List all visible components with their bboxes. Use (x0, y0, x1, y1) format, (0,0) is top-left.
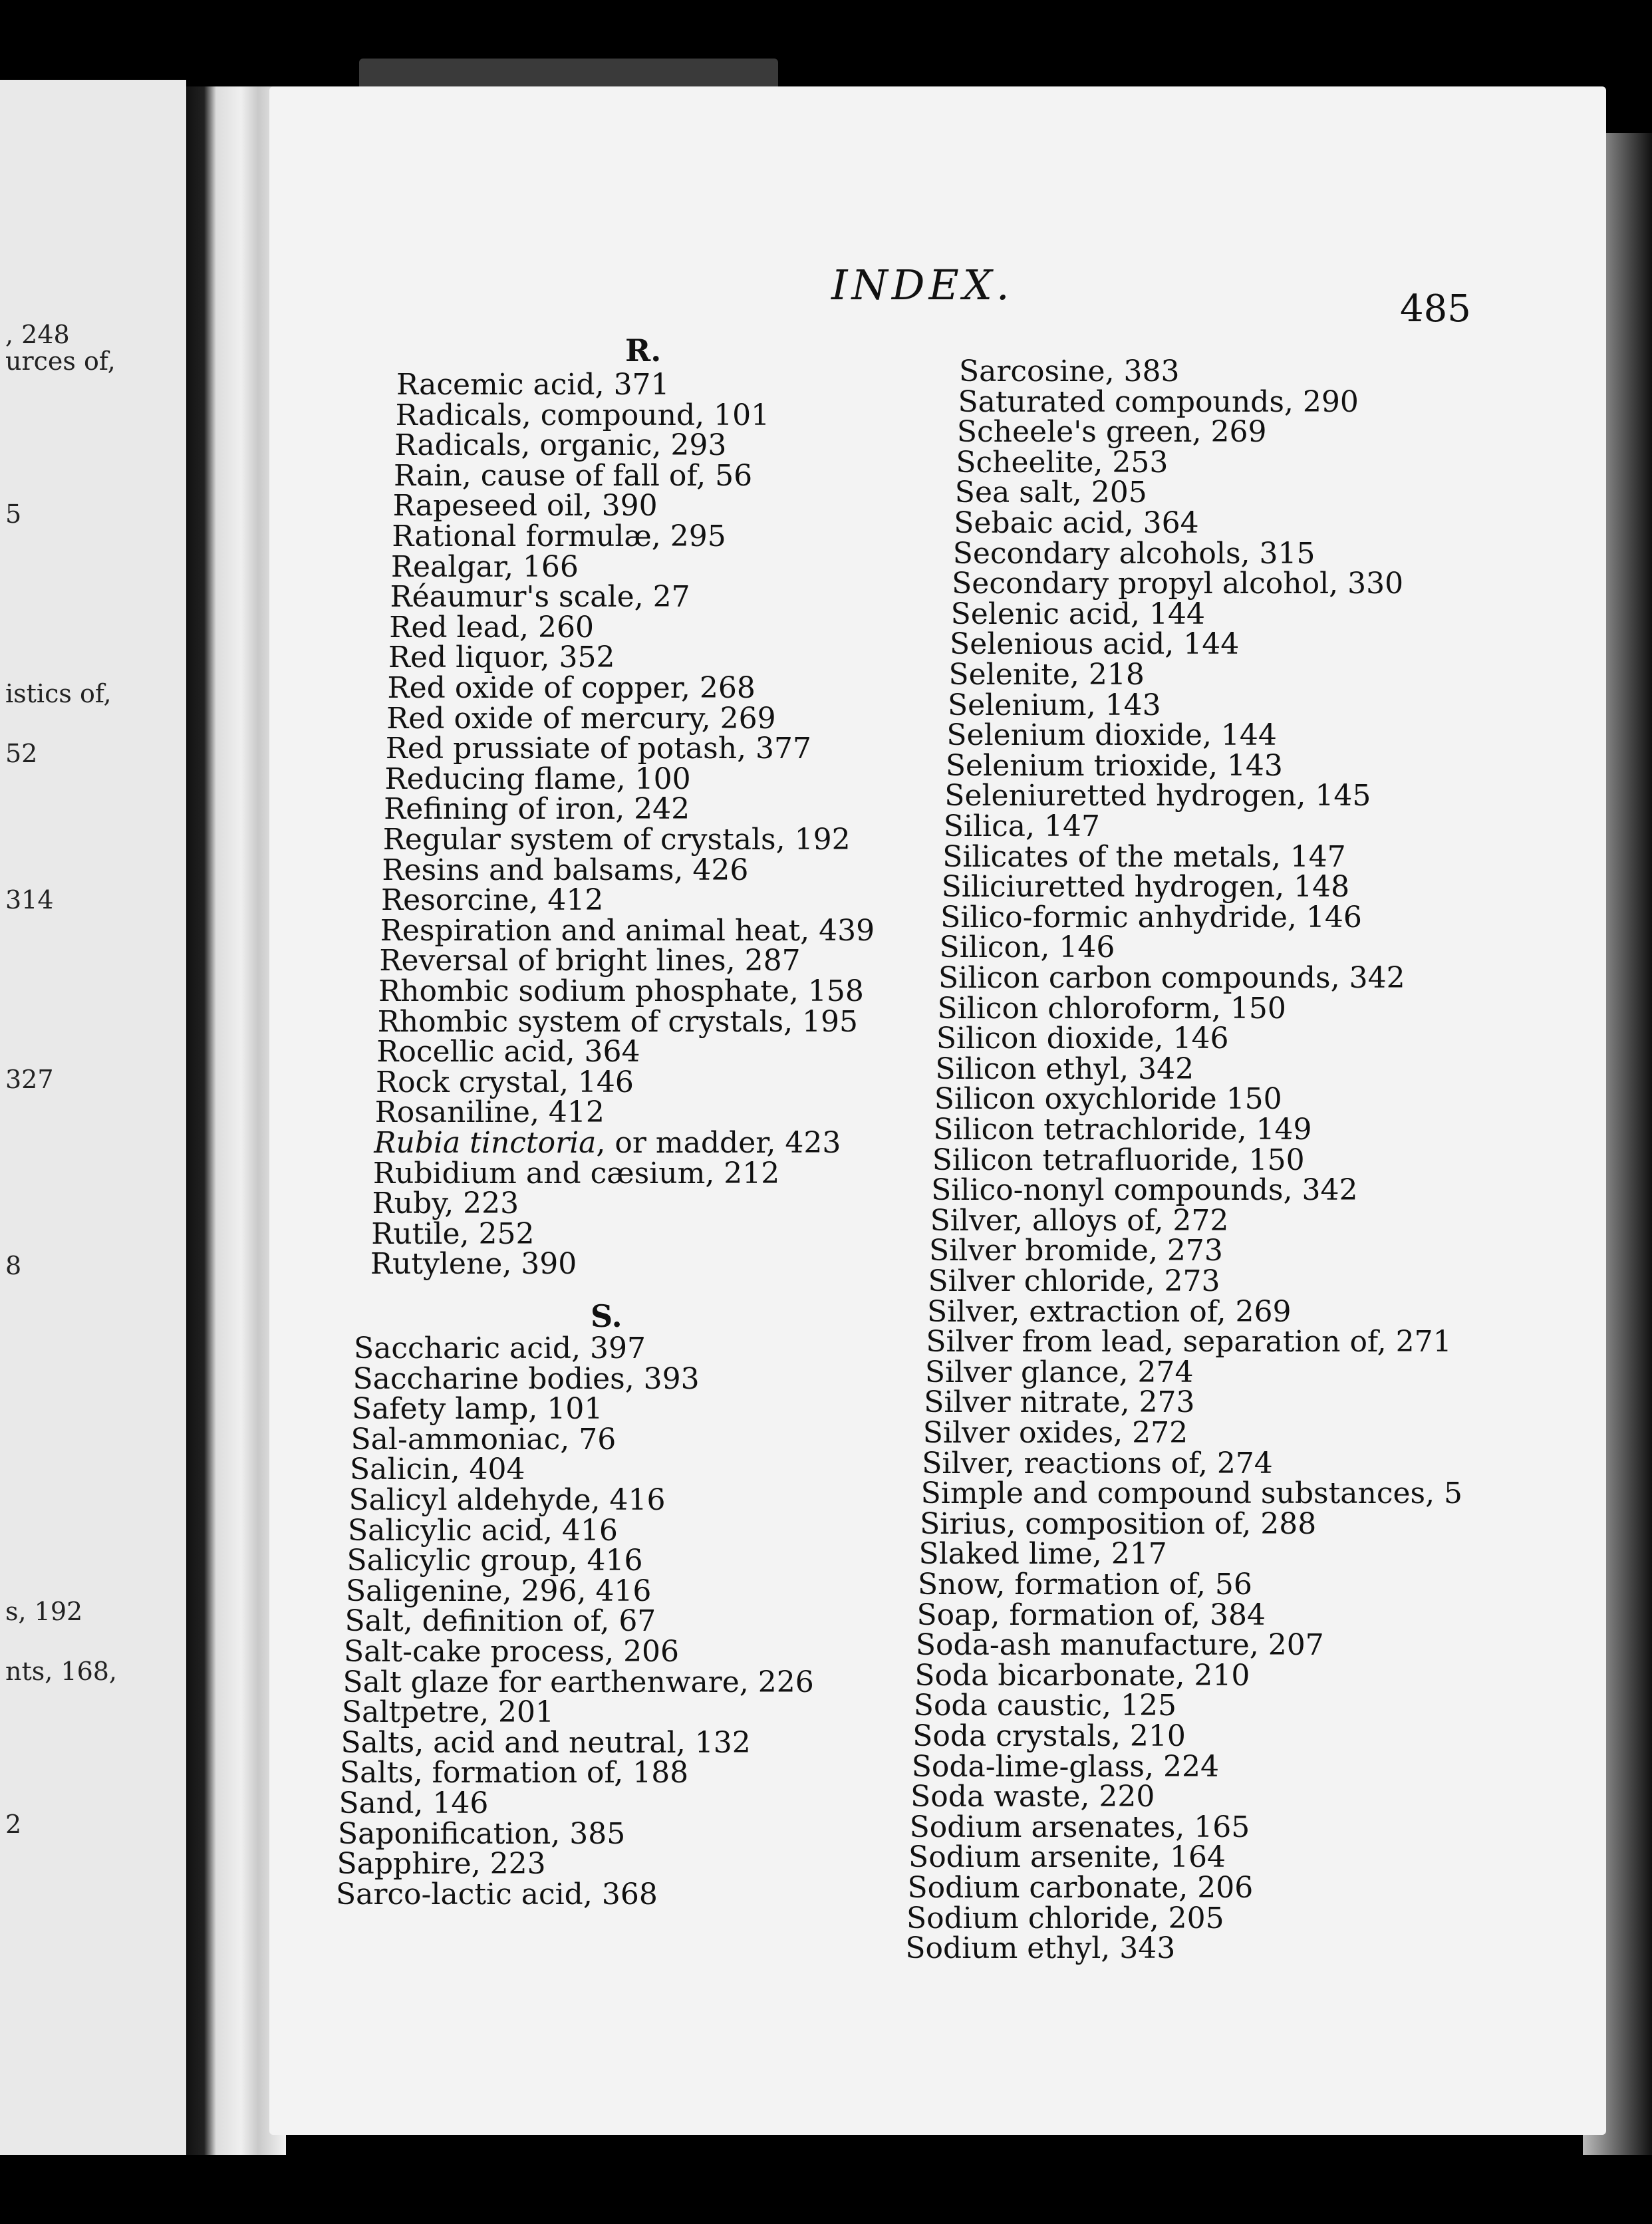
index-entry: Rosaniline, 412 (374, 1095, 605, 1130)
index-entry: Salicyl aldehyde, 416 (348, 1483, 666, 1517)
left-page-fragment: urces of, (5, 347, 116, 376)
index-entry: Sapphire, 223 (337, 1847, 546, 1881)
index-entry: Sodium arsenates, 165 (909, 1810, 1250, 1844)
index-entry: Red prussiate of potash, 377 (385, 732, 812, 766)
index-entry: Silicon chloroform, 150 (937, 991, 1286, 1026)
index-entry: Soap, formation of, 384 (916, 1598, 1266, 1632)
index-entry: Selenium, 143 (947, 688, 1161, 722)
index-entry: Selenium dioxide, 144 (946, 718, 1277, 753)
index-entry: Silicon, 146 (939, 930, 1115, 965)
index-entry: Siliciuretted hydrogen, 148 (941, 870, 1350, 904)
index-entry: Silico-nonyl compounds, 342 (931, 1173, 1358, 1208)
index-entry: Silicates of the metals, 147 (942, 839, 1346, 874)
index-entry: Resorcine, 412 (381, 883, 604, 918)
index-entry: Rhombic sodium phosphate, 158 (378, 974, 864, 1008)
index-entry: Refining of iron, 242 (384, 792, 690, 827)
index-entry: Sarcosine, 383 (959, 354, 1180, 388)
scan-border (0, 2155, 1652, 2224)
page-number: 485 (1400, 287, 1471, 331)
index-entry: Realgar, 166 (390, 549, 579, 584)
section-letter-r: R. (625, 333, 662, 368)
left-page-fragment: s, 192 (5, 1597, 83, 1626)
index-entry: Silicon oxychloride 150 (934, 1082, 1282, 1117)
index-entry: Radicals, organic, 293 (394, 428, 727, 463)
index-entry: Regular system of crystals, 192 (382, 823, 851, 857)
index-entry: Rutylene, 390 (370, 1247, 577, 1282)
index-entry: Selenious acid, 144 (950, 627, 1240, 662)
index-entry: Snow, formation of, 56 (918, 1568, 1252, 1601)
index-entry: Sand, 146 (339, 1786, 489, 1820)
index-entry: Salicylic acid, 416 (348, 1513, 618, 1548)
index-entry: Red oxide of copper, 268 (387, 671, 756, 705)
index-entry: Soda-lime-glass, 224 (911, 1749, 1219, 1784)
index-entry: Selenium trioxide, 143 (945, 748, 1283, 783)
left-page-fragment: 8 (5, 1251, 22, 1280)
left-page-fragment: 5 (5, 499, 22, 529)
index-entry: Radicals, compound, 101 (395, 398, 770, 432)
index-entry: Soda crystals, 210 (912, 1719, 1186, 1753)
left-page-fragment: 314 (5, 885, 54, 914)
index-entry: Rutile, 252 (371, 1216, 535, 1251)
left-page-fragment: nts, 168, (5, 1657, 118, 1686)
index-entry: Rock crystal, 146 (375, 1065, 634, 1099)
index-entry: Silver bromide, 273 (929, 1234, 1223, 1268)
index-entry: Reversal of bright lines, 287 (379, 944, 801, 978)
index-entry: Salts, formation of, 188 (340, 1756, 689, 1790)
index-entry: Rocellic acid, 364 (376, 1035, 640, 1069)
index-entry: Slaked lime, 217 (918, 1537, 1167, 1572)
index-entry: Silver nitrate, 273 (924, 1385, 1195, 1420)
section-letter-s: S. (591, 1298, 622, 1334)
index-entry: Scheele's green, 269 (956, 415, 1267, 450)
index-entry: Reducing flame, 100 (384, 762, 691, 796)
index-entry: Réaumur's scale, 27 (390, 580, 690, 615)
index-entry: Silver from lead, separation of, 271 (926, 1325, 1452, 1359)
index-entry: Silver, reactions of, 274 (922, 1446, 1273, 1480)
index-entry: Respiration and animal heat, 439 (380, 913, 875, 948)
index-entry: Saccharine bodies, 393 (352, 1361, 700, 1396)
index-entry: Silicon tetrachloride, 149 (933, 1113, 1312, 1147)
index-entry: Soda waste, 220 (910, 1780, 1155, 1814)
index-entry: Rapeseed oil, 390 (392, 489, 658, 523)
left-page-edge (0, 80, 186, 2168)
index-entry: Selenite, 218 (948, 658, 1145, 692)
index-entry: Rational formulæ, 295 (392, 519, 726, 553)
index-entry: Racemic acid, 371 (396, 368, 670, 402)
index-entry: Soda caustic, 125 (913, 1689, 1176, 1723)
index-entry: Silver glance, 274 (924, 1355, 1194, 1389)
index-entry: Rubia tinctoria, or madder, 423 (374, 1126, 841, 1160)
index-entry: Sarco-lactic acid, 368 (336, 1877, 658, 1911)
index-entry: Salt-cake process, 206 (344, 1635, 680, 1669)
index-entry: Secondary propyl alcohol, 330 (952, 567, 1404, 601)
index-entry: Sodium chloride, 205 (906, 1901, 1224, 1935)
index-entry: Silver oxides, 272 (922, 1416, 1188, 1450)
index-entry: Silicon carbon compounds, 342 (938, 961, 1405, 995)
index-entry: Red lead, 260 (389, 610, 594, 644)
index-entry: Saltpetre, 201 (342, 1695, 555, 1730)
index-entry: Saturated compounds, 290 (958, 384, 1359, 419)
index-entry: Sodium carbonate, 206 (907, 1871, 1254, 1905)
index-entry: Sodium ethyl, 343 (905, 1931, 1176, 1966)
index-entry: Red liquor, 352 (388, 640, 615, 675)
index-entry: Rubidium and cæsium, 212 (372, 1156, 780, 1190)
index-entry: Ruby, 223 (372, 1186, 519, 1221)
index-entry: Rhombic system of crystals, 195 (377, 1004, 859, 1039)
index-entry: Silver chloride, 273 (928, 1264, 1220, 1298)
index-entry: Salicin, 404 (350, 1453, 525, 1487)
left-page-fragment: , 248 (5, 320, 70, 349)
index-entry: Red oxide of mercury, 269 (386, 701, 776, 736)
index-entry: Sebaic acid, 364 (954, 506, 1199, 540)
index-entry: Seleniuretted hydrogen, 145 (944, 779, 1371, 813)
index-entry: Saponification, 385 (338, 1816, 626, 1851)
index-entry: Silver, alloys of, 272 (930, 1203, 1229, 1238)
index-entry: Sal-ammoniac, 76 (350, 1422, 617, 1457)
left-page-fragment: 2 (5, 1810, 22, 1839)
index-entry: Silica, 147 (943, 809, 1100, 843)
index-entry: Sodium arsenite, 164 (908, 1840, 1226, 1875)
index-entry: Simple and compound substances, 5 (920, 1476, 1463, 1511)
index-entry: Rain, cause of fall of, 56 (393, 458, 753, 493)
index-entry: Salt glaze for earthenware, 226 (343, 1665, 814, 1699)
index-entry: Soda-ash manufacture, 207 (915, 1628, 1324, 1663)
left-page-fragment: 327 (5, 1065, 54, 1094)
left-page-fragment: 52 (5, 739, 38, 768)
index-entry: Salts, acid and neutral, 132 (341, 1725, 751, 1760)
index-entry: Resins and balsams, 426 (382, 853, 749, 887)
index-entry: Sea salt, 205 (954, 476, 1147, 510)
index-entry: Scheelite, 253 (956, 445, 1169, 480)
index-entry: Silico-formic anhydride, 146 (940, 900, 1362, 934)
index-entry: Secondary alcohols, 315 (952, 536, 1315, 571)
index-entry: Safety lamp, 101 (352, 1392, 603, 1427)
index-entry: Saccharic acid, 397 (354, 1331, 646, 1365)
index-entry: Saligenine, 296, 416 (346, 1574, 652, 1608)
index-entry: Salt, definition of, 67 (344, 1604, 656, 1639)
index-entry: Silicon tetrafluoride, 150 (932, 1143, 1305, 1177)
running-title: INDEX. (831, 261, 1014, 309)
index-entry: Salicylic group, 416 (346, 1544, 643, 1578)
index-entry: Silicon dioxide, 146 (936, 1022, 1229, 1056)
index-entry: Selenic acid, 144 (950, 597, 1205, 631)
left-page-fragment: istics of, (5, 679, 112, 708)
index-entry: Silicon ethyl, 342 (935, 1051, 1194, 1086)
index-entry: Silver, extraction of, 269 (926, 1294, 1292, 1329)
index-entry: Sirius, composition of, 288 (920, 1506, 1317, 1541)
index-entry: Soda bicarbonate, 210 (914, 1658, 1250, 1693)
